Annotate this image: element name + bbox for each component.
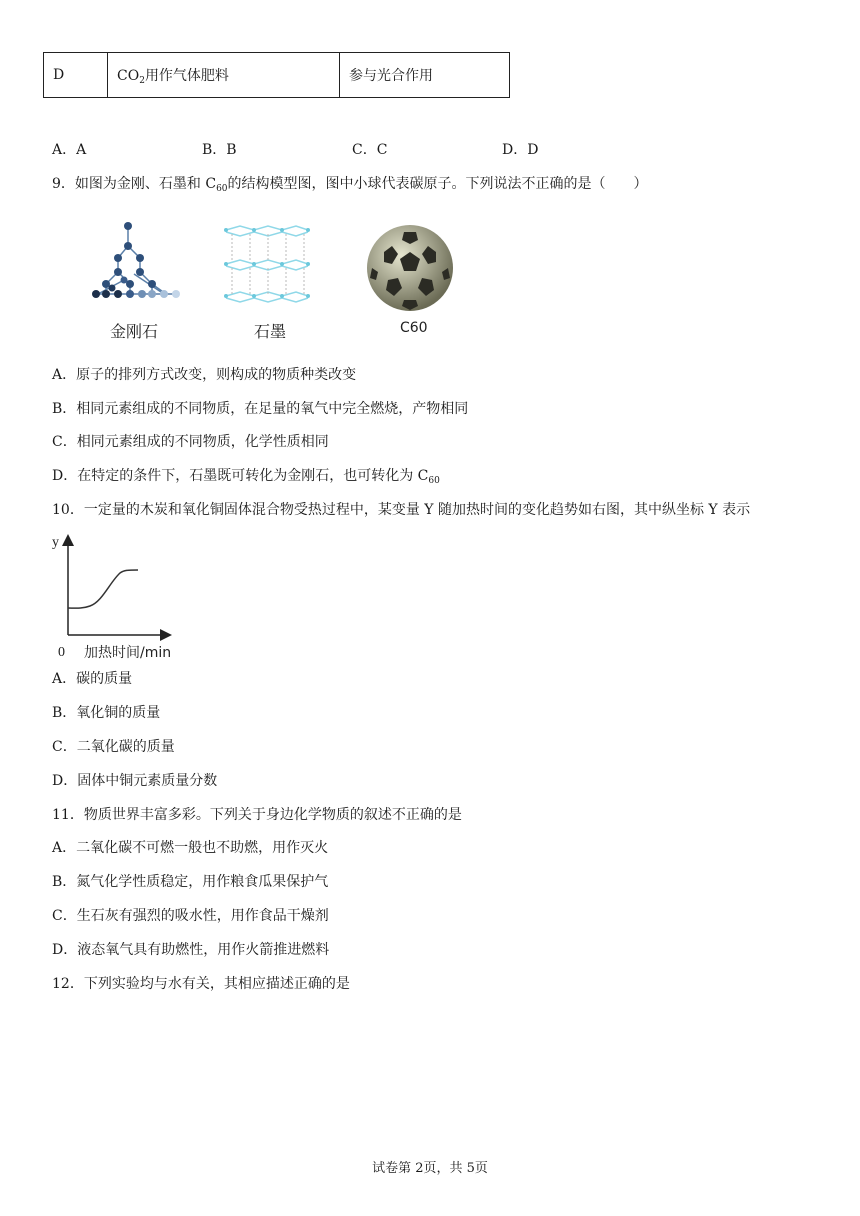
q9-option-c: C．相同元素组成的不同物质，化学性质相同	[52, 434, 329, 450]
q8-option-c: C．C	[352, 142, 388, 158]
q9-option-b: B．相同元素组成的不同物质，在足量的氧气中完全燃烧，产物相同	[52, 401, 469, 417]
q11-option-b: B．氮气化学性质稳定，用作粮食瓜果保护气	[52, 874, 329, 890]
q8-option-a: A．A	[52, 142, 87, 158]
q10-option-c: C．二氧化碳的质量	[52, 739, 175, 755]
q12-stem: 12．下列实验均与水有关，其相应描述正确的是	[52, 976, 350, 992]
q10-option-a: A．碳的质量	[52, 671, 133, 687]
q9-option-d: D．在特定的条件下，石墨既可转化为金刚石，也可转化为 $C_{60}$	[52, 468, 440, 486]
c60-label: C60	[400, 320, 428, 336]
diamond-label: 金刚石	[110, 322, 159, 341]
c60-structure-figure	[364, 222, 456, 314]
q10-graph-y-label: y	[52, 535, 59, 550]
q11-option-d: D．液态氧气具有助燃性，用作火箭推进燃料	[52, 942, 330, 958]
options-table	[43, 52, 510, 98]
q10-option-d: D．固体中铜元素质量分数	[52, 773, 218, 789]
q10-graph	[46, 532, 186, 664]
q11-option-c: C．生石灰有强烈的吸水性，用作食品干燥剂	[52, 908, 329, 924]
q10-option-b: B．氧化铜的质量	[52, 705, 161, 721]
table-cell-option: D	[44, 53, 108, 98]
q10-stem: 10．一定量的木炭和氧化铜固体混合物受热过程中，某变量 Y 随加热时间的变化趋势如右图，其中纵坐标 Y 表示	[52, 502, 751, 518]
table-row	[44, 53, 510, 98]
page-footer: 试卷第 2页，共 5页	[372, 1161, 488, 1176]
q10-graph-origin: 0	[58, 645, 65, 660]
graphite-label: 石墨	[254, 322, 287, 341]
table-cell-property: 参与光合作用	[340, 53, 510, 98]
diamond-structure-figure	[84, 214, 184, 314]
q8-option-d: D．D	[502, 142, 539, 158]
graphite-structure-figure	[220, 222, 314, 310]
table-cell-usage: $CO_2$用作气体肥料	[108, 53, 340, 98]
q10-graph-curve	[68, 570, 138, 608]
q9-stem: 9．如图为金刚、石墨和 $C_{60}$的结构模型图，图中小球代表碳原子。下列说法不正确的是（ ）	[52, 176, 648, 194]
q11-option-a: A．二氧化碳不可燃一般也不助燃，用作灭火	[52, 840, 329, 856]
q9-option-a: A．原子的排列方式改变，则构成的物质种类改变	[52, 367, 357, 383]
q11-stem: 11．物质世界丰富多彩。下列关于身边化学物质的叙述不正确的是	[52, 807, 462, 823]
q10-graph-x-label: 加热时间/min	[84, 645, 172, 661]
q8-option-b: B．B	[202, 142, 237, 158]
